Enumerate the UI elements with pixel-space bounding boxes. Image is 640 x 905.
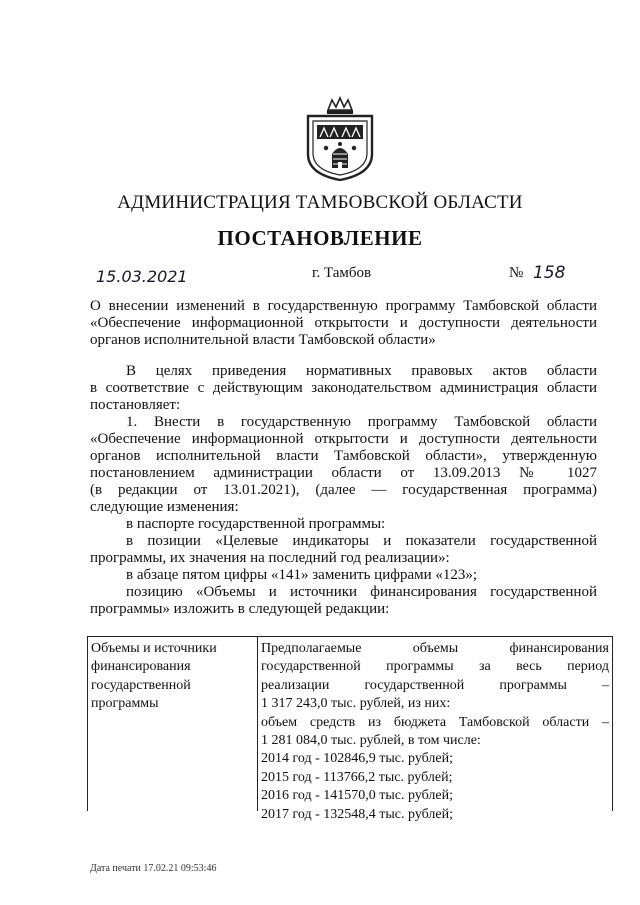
table-label-line: финансирования <box>91 659 191 675</box>
document-type-title: ПОСТАНОВЛЕНИЕ <box>217 226 423 250</box>
table-cell-value <box>261 640 609 824</box>
table-value-line: 2016 год - 141570,0 тыс. рублей; <box>261 788 454 804</box>
body-line: органов исполнительной власти Тамбовской области», утвержденную <box>90 448 597 464</box>
body-line: постановлением администрации области от 13.09.2013 № 1027 <box>90 465 597 481</box>
body-line: в абзаце пятом цифры «141» заменить цифрами «123»; <box>126 567 478 583</box>
table-label-line: программы <box>91 696 159 712</box>
body-line: постановляет: <box>90 397 181 413</box>
coat-of-arms-emblem <box>300 96 380 182</box>
body-line: в позиции «Целевые индикаторы и показатели государственной <box>126 533 597 549</box>
document-number-label: № <box>509 265 524 281</box>
table-value-line: 1 281 084,0 тыс. рублей, в том числе: <box>261 733 481 749</box>
body-line: В целях приведения нормативных правовых актов области <box>126 363 597 379</box>
document-number: 158 <box>533 263 566 283</box>
body-line: в паспорте государственной программы: <box>126 516 386 532</box>
print-date-footer: Дата печати 17.02.21 09:53:46 <box>90 863 217 874</box>
table-value-line: 2014 год - 102846,9 тыс. рублей; <box>261 751 454 767</box>
table-value-line: государственной программы за весь период <box>261 659 609 675</box>
document-subject <box>90 298 597 349</box>
table-cell-label <box>91 640 251 714</box>
body-line: программы, их значения на последний год реализации»: <box>90 550 450 566</box>
document-body <box>90 363 597 618</box>
table-value-line: 2017 год - 132548,4 тыс. рублей; <box>261 806 454 822</box>
document-date: 15.03.2021 <box>96 267 188 286</box>
table-column-divider <box>257 637 258 811</box>
table-value-line: Предполагаемые объемы финансирования <box>261 641 609 656</box>
table-value-line: 2015 год - 113766,2 тыс. рублей; <box>261 769 453 785</box>
table-value-line: 1 317 243,0 тыс. рублей, из них: <box>261 696 451 712</box>
subject-line: органов исполнительной власти Тамбовской области» <box>90 332 436 348</box>
body-line: программы» изложить в следующей редакции: <box>90 601 390 617</box>
body-line: в соответствие с действующим законодательством администрация области <box>90 380 597 396</box>
table-value-line: объем средств из бюджета Тамбовской области – <box>261 714 609 730</box>
subject-line: О внесении изменений в государственную программу Тамбовской области <box>90 298 597 314</box>
body-line: позицию «Объемы и источники финансирования государственной <box>126 584 597 600</box>
body-line: 1. Внести в государственную программу Тамбовской области <box>126 414 597 430</box>
table-value-line: реализации государственной программы – <box>261 677 609 693</box>
financing-table <box>87 636 613 822</box>
organization-title: АДМИНИСТРАЦИЯ ТАМБОВСКОЙ ОБЛАСТИ <box>117 192 523 213</box>
body-line: «Обеспечение информационной открытости и доступности деятельности <box>90 431 597 447</box>
document-city: г. Тамбов <box>312 265 372 281</box>
table-label-line: государственной <box>91 677 191 693</box>
body-line: следующие изменения: <box>90 499 239 515</box>
table-label-line: Объемы и источники <box>91 641 217 656</box>
body-line: (в редакции от 13.01.2021), (далее — государственная программа) <box>90 482 597 498</box>
subject-line: «Обеспечение информационной открытости и доступности деятельности <box>90 315 597 331</box>
